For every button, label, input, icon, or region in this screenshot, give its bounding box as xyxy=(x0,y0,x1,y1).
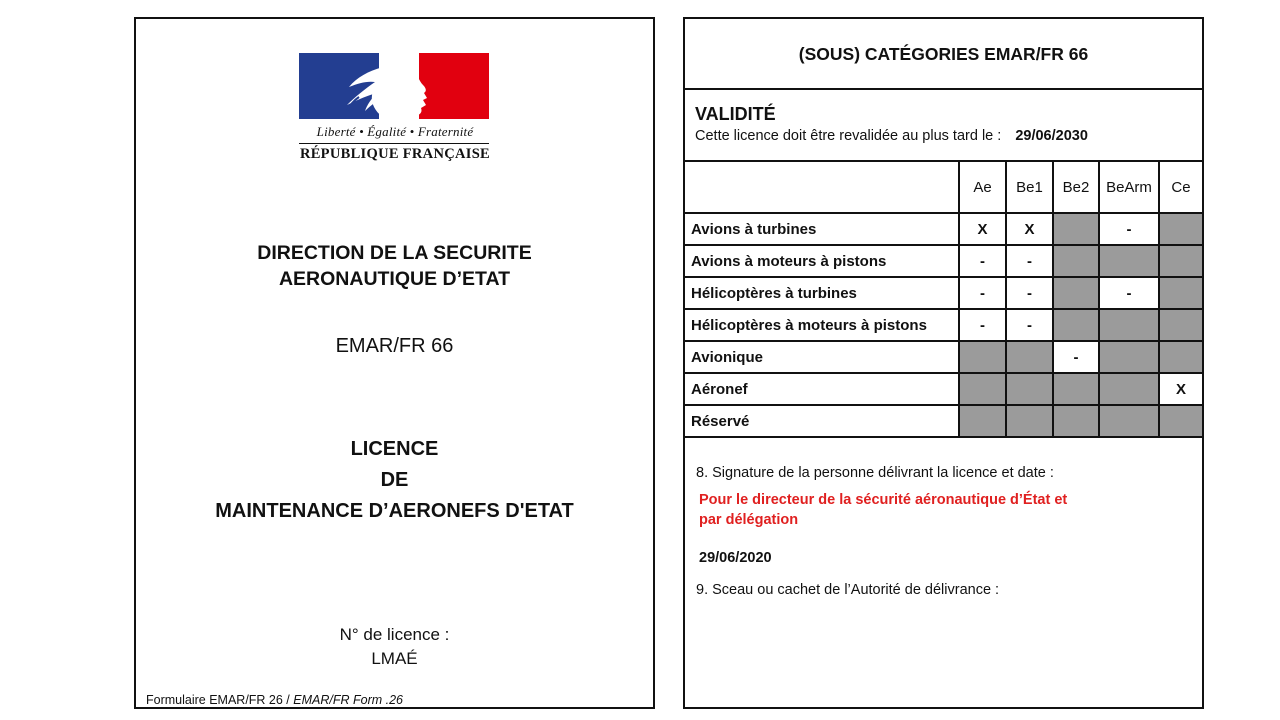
not-applicable-cell xyxy=(1053,309,1099,341)
licence-title-line-3: MAINTENANCE D’AERONEFS D'ETAT xyxy=(215,500,574,522)
category-cell: - xyxy=(1006,309,1053,341)
authority-line-2: AERONAUTIQUE D’ETAT xyxy=(278,268,511,290)
category-cell: X xyxy=(1159,373,1202,405)
categories-table-body xyxy=(685,213,1202,437)
categories-header: (SOUS) CATÉGORIES EMAR/FR 66 xyxy=(685,19,1202,90)
marianne-profile-icon xyxy=(299,53,489,119)
category-cell: - xyxy=(1006,277,1053,309)
table-header-row xyxy=(685,162,1202,213)
category-cell: - xyxy=(959,309,1006,341)
column-header: Be1 xyxy=(1006,162,1053,213)
form-identifier xyxy=(146,693,403,707)
republique-francaise-logo xyxy=(299,53,491,163)
table-row xyxy=(685,245,1202,277)
category-cell: - xyxy=(1006,245,1053,277)
category-cell: - xyxy=(1053,341,1099,373)
licence-number xyxy=(136,623,653,671)
column-header: Ae xyxy=(959,162,1006,213)
row-label: Avionique xyxy=(685,341,959,373)
validity-heading: VALIDITÉ xyxy=(695,104,776,124)
not-applicable-cell xyxy=(1006,341,1053,373)
signature-section xyxy=(696,465,1196,598)
licence-title-line-1: LICENCE xyxy=(350,438,439,460)
not-applicable-cell xyxy=(1099,373,1159,405)
not-applicable-cell xyxy=(1099,341,1159,373)
category-cell: X xyxy=(959,213,1006,245)
validity-date: 29/06/2030 xyxy=(1015,128,1088,144)
table-row xyxy=(685,373,1202,405)
not-applicable-cell xyxy=(959,405,1006,437)
row-label: Réservé xyxy=(685,405,959,437)
not-applicable-cell xyxy=(959,373,1006,405)
not-applicable-cell xyxy=(959,341,1006,373)
form-identifier-fr: Formulaire EMAR/FR 26 / xyxy=(146,693,290,707)
not-applicable-cell xyxy=(1053,277,1099,309)
table-row xyxy=(685,405,1202,437)
category-cell: - xyxy=(959,277,1006,309)
signature-date: 29/06/2020 xyxy=(699,550,772,566)
licence-number-value: LMAÉ xyxy=(371,649,418,668)
validity-line xyxy=(695,128,1202,144)
signature-label: 8. Signature de la personne délivrant la licence et date : xyxy=(696,465,1054,481)
licence-categories-page xyxy=(683,17,1204,709)
not-applicable-cell xyxy=(1159,405,1202,437)
not-applicable-cell xyxy=(1006,405,1053,437)
not-applicable-cell xyxy=(1099,405,1159,437)
marianne-flag-emblem xyxy=(299,53,489,119)
categories-table xyxy=(685,162,1202,438)
republic-name: RÉPUBLIQUE FRANÇAISE xyxy=(299,146,491,162)
not-applicable-cell xyxy=(1159,245,1202,277)
row-label: Avions à turbines xyxy=(685,213,959,245)
not-applicable-cell xyxy=(1053,245,1099,277)
not-applicable-cell xyxy=(1053,405,1099,437)
table-row xyxy=(685,309,1202,341)
table-row xyxy=(685,341,1202,373)
not-applicable-cell xyxy=(1099,245,1159,277)
licence-number-label: N° de licence : xyxy=(339,625,450,644)
regulation-reference: EMAR/FR 66 xyxy=(335,335,454,357)
seal-label: 9. Sceau ou cachet de l’Autorité de délivrance : xyxy=(696,582,1000,598)
validity-section xyxy=(685,90,1202,162)
authority-line-1: DIRECTION DE LA SECURITE xyxy=(257,242,532,264)
not-applicable-cell xyxy=(1006,373,1053,405)
logo-divider xyxy=(299,143,489,144)
category-cell: X xyxy=(1006,213,1053,245)
table-row xyxy=(685,277,1202,309)
licence-title xyxy=(136,434,653,527)
not-applicable-cell xyxy=(1053,373,1099,405)
validity-text: Cette licence doit être revalidée au plus tard le : xyxy=(695,128,1002,144)
category-cell: - xyxy=(1099,277,1159,309)
issuing-authority-title xyxy=(136,240,653,292)
signatory-line-1: Pour le directeur de la sécurité aéronautique d’État et xyxy=(699,492,1068,508)
not-applicable-cell xyxy=(1159,341,1202,373)
category-cell: - xyxy=(959,245,1006,277)
row-label: Hélicoptères à turbines xyxy=(685,277,959,309)
column-header: Ce xyxy=(1159,162,1202,213)
row-label: Hélicoptères à moteurs à pistons xyxy=(685,309,959,341)
column-header: BeArm xyxy=(1099,162,1159,213)
republic-motto: Liberté • Égalité • Fraternité xyxy=(316,124,474,139)
not-applicable-cell xyxy=(1159,309,1202,341)
row-label: Aéronef xyxy=(685,373,959,405)
not-applicable-cell xyxy=(1159,277,1202,309)
table-header-blank xyxy=(685,162,959,213)
licence-title-line-2: DE xyxy=(380,469,409,491)
not-applicable-cell xyxy=(1099,309,1159,341)
licence-cover-page xyxy=(134,17,655,709)
table-row xyxy=(685,213,1202,245)
form-identifier-en: EMAR/FR Form .26 xyxy=(293,693,404,707)
not-applicable-cell xyxy=(1053,213,1099,245)
row-label: Avions à moteurs à pistons xyxy=(685,245,959,277)
signatory-line-2: par délégation xyxy=(699,512,799,528)
column-header: Be2 xyxy=(1053,162,1099,213)
not-applicable-cell xyxy=(1159,213,1202,245)
signatory-text xyxy=(699,490,1196,530)
category-cell: - xyxy=(1099,213,1159,245)
